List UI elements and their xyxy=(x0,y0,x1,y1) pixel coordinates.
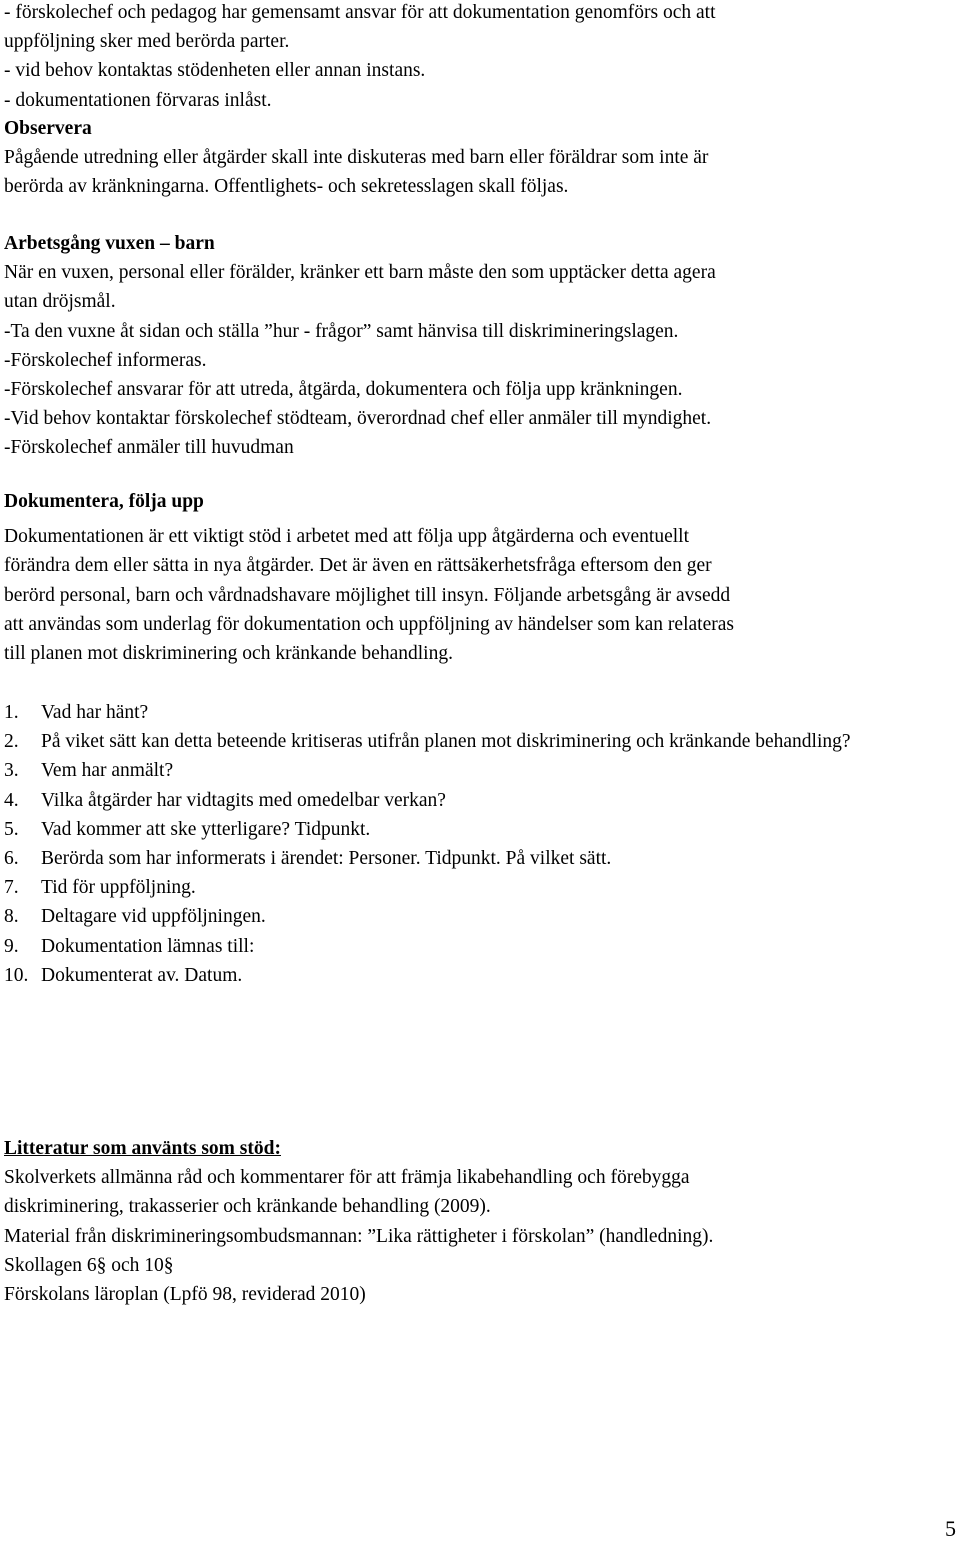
page-number: 5 xyxy=(945,1516,956,1541)
intro-line: uppföljning sker med berörda parter. xyxy=(4,31,290,53)
observera-line: berörda av kränkningarna. Offentlighets- och sekretesslagen skall följas. xyxy=(4,176,569,198)
list-item xyxy=(4,844,956,873)
list-number: 10. xyxy=(4,964,29,986)
dokumentera-heading: Dokumentera, följa upp xyxy=(4,491,204,512)
list-text: Vad kommer att ske ytterligare? Tidpunkt. xyxy=(41,818,371,840)
list-text: Berörda som har informerats i ärendet: Personer. Tidpunkt. På vilket sätt. xyxy=(41,848,612,870)
list-number: 5. xyxy=(4,818,19,840)
arbetsgang-line: -Förskolechef anmäler till huvudman xyxy=(4,437,294,459)
arbetsgang-heading: Arbetsgång vuxen – barn xyxy=(4,233,215,254)
list-text: Deltagare vid uppföljningen. xyxy=(41,906,266,928)
list-text: Vad har hänt? xyxy=(41,702,149,723)
arbetsgang-line: utan dröjsmål. xyxy=(4,291,116,313)
arbetsgang-line: När en vuxen, personal eller förälder, kränker ett barn måste den som upptäcker detta agera xyxy=(4,262,716,284)
arbetsgang-line: -Förskolechef informeras. xyxy=(4,349,207,371)
list-text: Dokumentation lämnas till: xyxy=(41,935,255,957)
list-text: Vilka åtgärder har vidtagits med omedelbar verkan? xyxy=(41,789,446,811)
list-text: Vem har anmält? xyxy=(41,760,174,782)
arbetsgang-line: -Vid behov kontaktar förskolechef stödteam, överordnad chef eller anmäler till myndighet. xyxy=(4,408,712,430)
dokumentera-section xyxy=(4,487,956,668)
litteratur-line: diskriminering, trakasserier och kränkande behandling (2009). xyxy=(4,1196,491,1218)
list-text: På viket sätt kan detta beteende kritiseras utifrån planen mot diskriminering och kränkande behandling? xyxy=(41,731,851,753)
list-text: Tid för uppföljning. xyxy=(41,877,196,899)
dokumentera-line: Dokumentationen är ett viktigt stöd i arbetet med att följa upp åtgärderna och eventuellt xyxy=(4,526,689,548)
list-number: 1. xyxy=(4,702,19,723)
list-number: 3. xyxy=(4,760,19,782)
list-item xyxy=(4,961,956,990)
list-item xyxy=(4,786,956,815)
list-item xyxy=(4,902,956,931)
intro-line: - förskolechef och pedagog har gemensamt ansvar för att dokumentation genomförs och att xyxy=(4,2,716,23)
observera-line: Pågående utredning eller åtgärder skall inte diskuteras med barn eller föräldrar som inte är xyxy=(4,147,709,169)
list-number: 7. xyxy=(4,877,19,899)
list-item xyxy=(4,727,956,756)
list-item xyxy=(4,698,956,727)
arbetsgang-line: -Förskolechef ansvarar för att utreda, åtgärda, dokumentera och följa upp kränkningen. xyxy=(4,379,683,401)
dokumentera-line: berörd personal, barn och vårdnadshavare möjlighet till insyn. Följande arbetsgång är avsedd xyxy=(4,584,731,606)
litteratur-section xyxy=(4,1134,956,1309)
question-list xyxy=(4,698,956,990)
list-number: 6. xyxy=(4,848,19,870)
list-number: 2. xyxy=(4,731,19,753)
litteratur-heading: Litteratur som använts som stöd: xyxy=(4,1138,281,1159)
arbetsgang-line: -Ta den vuxne åt sidan och ställa ”hur - frågor” samt hänvisa till diskrimineringslagen. xyxy=(4,320,679,342)
intro-section xyxy=(4,0,956,115)
litteratur-line: Material från diskrimineringsombudsmannan: ”Lika rättigheter i förskolan” (handledning). xyxy=(4,1225,714,1247)
list-number: 4. xyxy=(4,789,19,811)
question-list-section xyxy=(4,698,956,990)
list-item xyxy=(4,873,956,902)
observera-section xyxy=(4,114,956,202)
litteratur-line: Förskolans läroplan (Lpfö 98, reviderad 2010) xyxy=(4,1284,366,1306)
dokumentera-line: att användas som underlag för dokumentation och uppföljning av händelser som kan relateras xyxy=(4,613,734,635)
list-item xyxy=(4,756,956,785)
intro-line: - vid behov kontaktas stödenheten eller annan instans. xyxy=(4,60,426,82)
observera-heading: Observera xyxy=(4,118,92,139)
dokumentera-line: till planen mot diskriminering och kränkande behandling. xyxy=(4,643,453,665)
list-number: 9. xyxy=(4,935,19,957)
litteratur-line: Skollagen 6§ och 10§ xyxy=(4,1254,174,1276)
intro-line: - dokumentationen förvaras inlåst. xyxy=(4,89,272,111)
arbetsgang-section xyxy=(4,229,956,463)
list-item xyxy=(4,932,956,961)
list-number: 8. xyxy=(4,906,19,928)
litteratur-line: Skolverkets allmänna råd och kommentarer för att främja likabehandling och förebygga xyxy=(4,1167,690,1189)
list-text: Dokumenterat av. Datum. xyxy=(41,964,243,986)
list-item xyxy=(4,815,956,844)
dokumentera-line: förändra dem eller sätta in nya åtgärder. Det är även en rättsäkerhetsfråga eftersom den ger xyxy=(4,555,712,577)
